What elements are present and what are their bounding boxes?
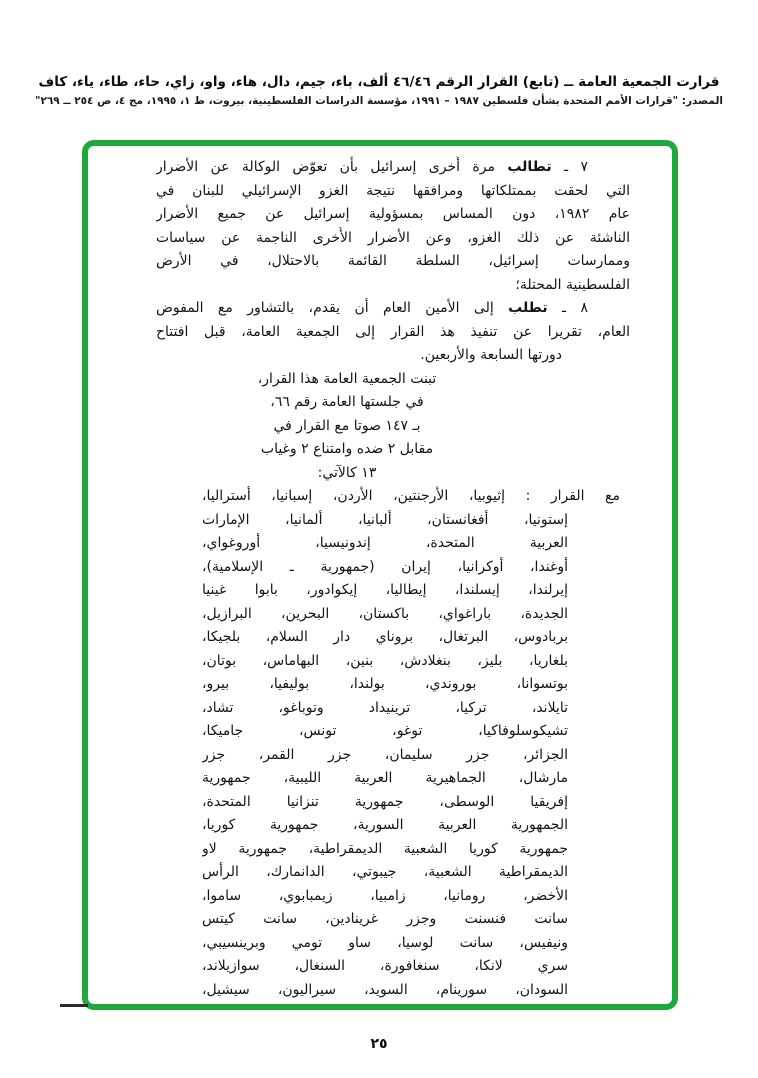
vote-country-line: الأخضر، رومانيا، زامبيا، زيمبابوي، ساموا، <box>202 887 568 904</box>
adoption-note-line: مقابل ٢ ضده وامتناع ٢ وغياب <box>260 441 434 457</box>
header-source-citation: المصدر: "قرارات الأمم المتحدة بشأن فلسطين ١٩٨٧ – ١٩٩١، مؤسسة الدراسات الفلسطينية، بيروت، ط ١، ١٩٩٥، مج ٤، ص ٢٥٤ ــ ٢٦٩" <box>35 95 723 107</box>
adoption-note-line: بـ ١٤٧ صوتا مع القرار في <box>273 417 421 434</box>
vote-in-favour-list <box>156 485 630 1002</box>
adoption-note-line: في جلستها العامة رقم ٦٦، <box>270 394 424 410</box>
resolution-frame <box>82 140 678 1010</box>
para8-number: ٨ ـ <box>561 300 589 316</box>
vote-for-label: مع القرار : <box>525 488 620 504</box>
vote-country-line: سري لانكا، سنغافورة، السنغال، سوازيلاند، <box>202 958 568 974</box>
page-header <box>0 74 758 107</box>
vote-country-line: بربادوس، البرتغال، بروناي دار السلام، بلجيكا، <box>202 629 568 645</box>
vote-country-line: سانت فنسنت وجزر غرينادين، سانت كيتس <box>202 911 568 927</box>
para7-line: التي لحقت بممتلكاتها ومرافقها نتيجة الغزو الإسرائيلي للبنان في <box>156 182 630 199</box>
vote-country-line: إفريقيا الوسطى، جمهورية تنزانيا المتحدة، <box>202 793 568 810</box>
vote-country-line: الجديدة، باراغواي، باكستان، البحرين، البرازيل، <box>202 605 568 622</box>
vote-country-line: السودان، سورينام، السويد، سيراليون، سيشيل، <box>202 981 568 998</box>
vote-first-line <box>202 485 620 509</box>
vote-country-line: الديمقراطية الشعبية، جيبوتي، الدانمارك، الرأس <box>202 864 568 880</box>
para7-number: ٧ ـ <box>563 159 588 175</box>
para7-operative-verb: تطالب <box>507 159 552 175</box>
vote-country-line: بوتسوانا، بوروندي، بولندا، بوليفيا، بيرو، <box>202 676 568 692</box>
vote-country-line: إستونيا، أفغانستان، ألبانيا، ألمانيا، الإمارات <box>202 511 568 528</box>
adoption-note-line: تبنت الجمعية العامة هذا القرار، <box>257 370 437 387</box>
vote-country-line: إيرلندا، إيسلندا، إيطاليا، إيكوادور، بابوا غينيا <box>202 582 568 598</box>
vote-country-line: العربية المتحدة، إندونيسيا، أوروغواي، <box>202 535 568 551</box>
para7-line: الناشئة عن ذلك الغزو، وعن الأضرار الأُخرى الناجمة عن سياسات <box>156 229 630 246</box>
para8-first-line <box>156 297 630 321</box>
vote-country-line: الجزائر، جزر سليمان، جزر القمر، جزر <box>202 746 568 763</box>
paragraph-8 <box>156 297 630 368</box>
vote-country-line: تايلاند، تركيا، ترينيداد وتوباغو، تشاد، <box>202 699 568 716</box>
para7-line: وممارسات إسرائيل، السلطة القائمة بالاحتلال، في الأرض <box>156 253 630 269</box>
para7-last-line: الفلسطينية المحتلة؛ <box>515 276 630 293</box>
vote-country-line: مارشال، الجماهيرية العربية الليبية، جمهورية <box>202 770 568 786</box>
vote-first-countries: إثيوبيا، الأرجنتين، الأردن، إسبانيا، أستراليا، <box>202 488 505 504</box>
para8-first-line-text: إلى الأمين العام أن يقدم، بالتشاور مع المفوض <box>156 300 494 316</box>
paragraph-7 <box>156 156 630 297</box>
page-number: ٢٥ <box>370 1036 388 1052</box>
header-title: قرارت الجمعية العامة ــ (تابع) القرار الرقم ٤٦/٤٦ ألف، باء، جيم، دال، هاء، واو، زاي، حاء، طاء، ياء، كاف <box>38 74 720 90</box>
stray-scan-mark <box>60 1004 88 1007</box>
adoption-note-line: ١٣ كالآتي: <box>317 464 377 481</box>
para8-operative-verb: تطلب <box>508 300 548 316</box>
resolution-body <box>88 146 672 1002</box>
para7-line: عام ١٩٨٢، دون المساس بمسؤولية إسرائيل عن جميع الأضرار <box>156 206 630 222</box>
adoption-note <box>192 368 502 486</box>
vote-country-line: تشيكوسلوفاكيا، توغو، تونس، جاميكا، <box>202 723 568 739</box>
para7-first-line-text: مرة أُخرى إسرائيل بأن تعوّض الوكالة عن الأضرار <box>156 159 495 175</box>
vote-country-line: جمهورية كوريا الشعبية الديمقراطية، جمهورية لاو <box>202 840 568 857</box>
vote-country-line: أوغندا، أوكرانيا، إيران (جمهورية ـ الإسلامية)، <box>202 558 568 575</box>
para7-first-line <box>156 156 630 180</box>
vote-country-line: الجمهورية العربية السورية، جمهورية كوريا، <box>202 817 568 833</box>
para8-last-line: دورتها السابعة والأربعين. <box>420 347 562 363</box>
para8-line: العام، تقريرا عن تنفيذ هذ القرار إلى الجمعية العامة، قبل افتتاح <box>156 323 630 340</box>
vote-country-line: ونيفيس، سانت لوسيا، ساو تومي وبرينسيبي، <box>202 934 568 951</box>
vote-country-line: بلغاريا، بليز، بنغلادش، بنين، البهاماس، بوتان، <box>202 652 568 669</box>
